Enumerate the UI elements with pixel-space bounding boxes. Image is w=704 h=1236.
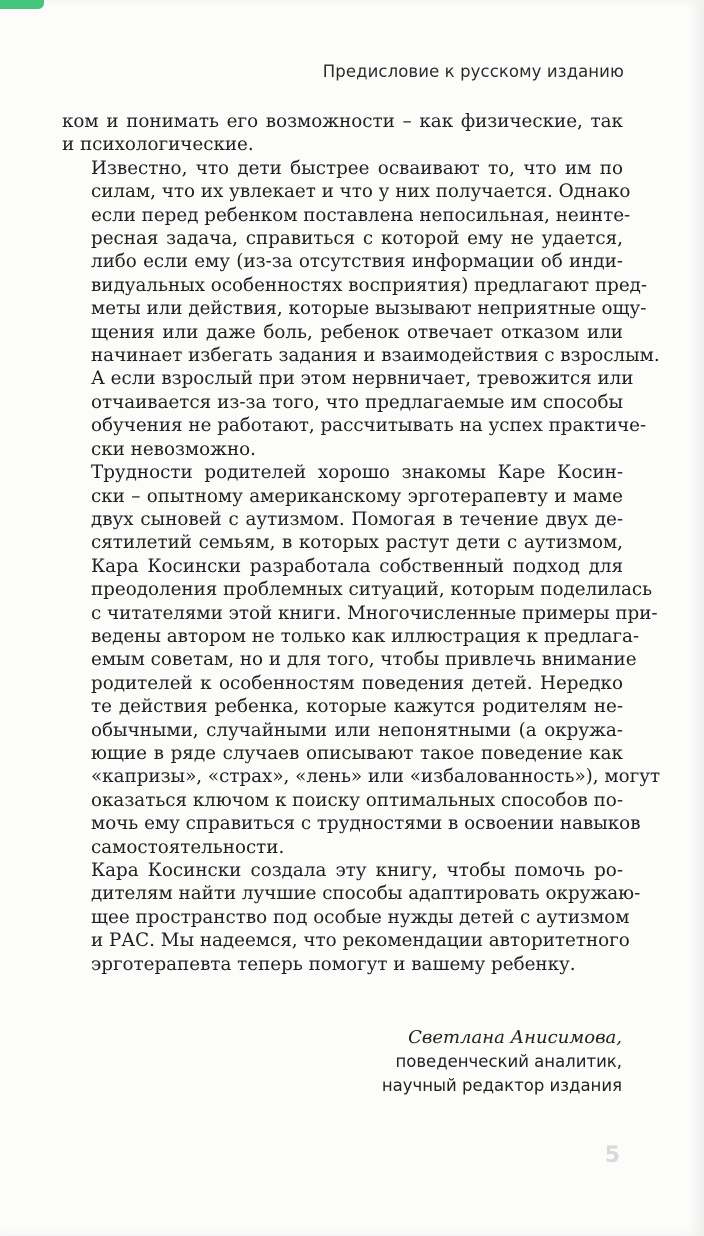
text-line: щее пространство под особые нужды детей с аутизмом xyxy=(91,906,630,928)
text-line: мочь ему справиться с трудностями в освоении навыков xyxy=(91,813,641,835)
text-line: дителям найти лучшие способы адаптировать окружаю- xyxy=(91,883,641,905)
text-line: преодоления проблемных ситуаций, которым поделилась xyxy=(91,579,653,601)
text-line: и психологические. xyxy=(62,134,254,156)
text-line: ведены автором не только как иллюстрация к предлага- xyxy=(91,625,640,647)
text-line: эрготерапевта теперь помогут и вашему ребенку. xyxy=(91,953,576,975)
text-line: силам, что их увлекает и что у них получается. Однако xyxy=(91,181,631,203)
text-line: Кара Косински разработала собственный подход для xyxy=(91,555,623,577)
text-line: Трудности родителей хорошо знакомы Каре Косин- xyxy=(91,462,623,484)
text-line: либо если ему (из-за отсутствия информации об инди- xyxy=(91,251,623,273)
body-text xyxy=(62,110,661,976)
text-line: начинает избегать задания и взаимодействия с взрослым. xyxy=(91,345,660,367)
text-line: оказаться ключом к поиску оптимальных способов по- xyxy=(91,789,623,811)
text-line: А если взрослый при этом нервничает, тревожится или xyxy=(91,368,634,390)
text-line: самостоятельности. xyxy=(91,836,285,858)
text-line: родителей к особенностям поведения детей. Нередко xyxy=(91,672,623,694)
text-line: видуальных особенностях восприятия) предлагают пред- xyxy=(91,274,648,296)
text-line: отчаивается из-за того, что предлагаемые им способы xyxy=(91,391,623,413)
text-line: Кара Косински создала эту книгу, чтобы помочь ро- xyxy=(91,860,623,881)
text-line: и РАС. Мы надеемся, что рекомендации авторитетного xyxy=(91,930,630,952)
paragraph-3 xyxy=(62,461,661,859)
text-line: ски – опытному американскому эрготерапевту и маме xyxy=(91,485,623,507)
signature-name: Светлана Анисимова, xyxy=(408,1027,622,1048)
text-line: ком и понимать его возможности – как физические, так xyxy=(62,111,623,132)
text-line: ресная задача, справиться с которой ему не удается, xyxy=(91,228,623,250)
signature-role: поведенческий аналитик, xyxy=(395,1052,622,1071)
corner-color-mark xyxy=(0,0,44,9)
text-line: с читателями этой книги. Многочисленные примеры при- xyxy=(91,602,658,624)
text-line: емым советам, но и для того, чтобы привлечь внимание xyxy=(91,649,637,671)
text-line: ющие в ряде случаев описывают такое поведение как xyxy=(91,742,623,764)
text-line: Известно, что дети быстрее осваивают то, что им по xyxy=(91,157,623,179)
paragraph-1 xyxy=(62,110,623,157)
text-line: «капризы», «страх», «лень» или «избалованность»), могут xyxy=(91,766,661,788)
text-line: щения или даже боль, ребенок отвечает отказом или xyxy=(91,321,623,343)
signature-title: научный редактор издания xyxy=(381,1076,622,1095)
text-line: обычными, случайными или непонятными (а окружа- xyxy=(91,719,623,741)
text-line: те действия ребенка, которые кажутся родителям не- xyxy=(91,696,623,718)
text-line: меты или действия, которые вызывают неприятные ощу- xyxy=(91,298,647,320)
paragraph-2 xyxy=(62,157,660,461)
text-line: если перед ребенком поставлена непосильная, неинте- xyxy=(91,204,631,226)
text-line: двух сыновей с аутизмом. Помогая в течение двух де- xyxy=(91,508,623,530)
text-line: обучения не работают, рассчитывать на успех практиче- xyxy=(91,415,647,437)
running-header: Предисловие к русскому изданию xyxy=(322,62,624,81)
signature-block xyxy=(382,1026,622,1098)
text-line: сятилетий семьям, в которых растут дети с аутизмом, xyxy=(91,532,623,554)
paragraph-4 xyxy=(62,859,641,976)
text-line: ски невозможно. xyxy=(91,438,256,460)
page-number: 5 xyxy=(604,1143,620,1168)
